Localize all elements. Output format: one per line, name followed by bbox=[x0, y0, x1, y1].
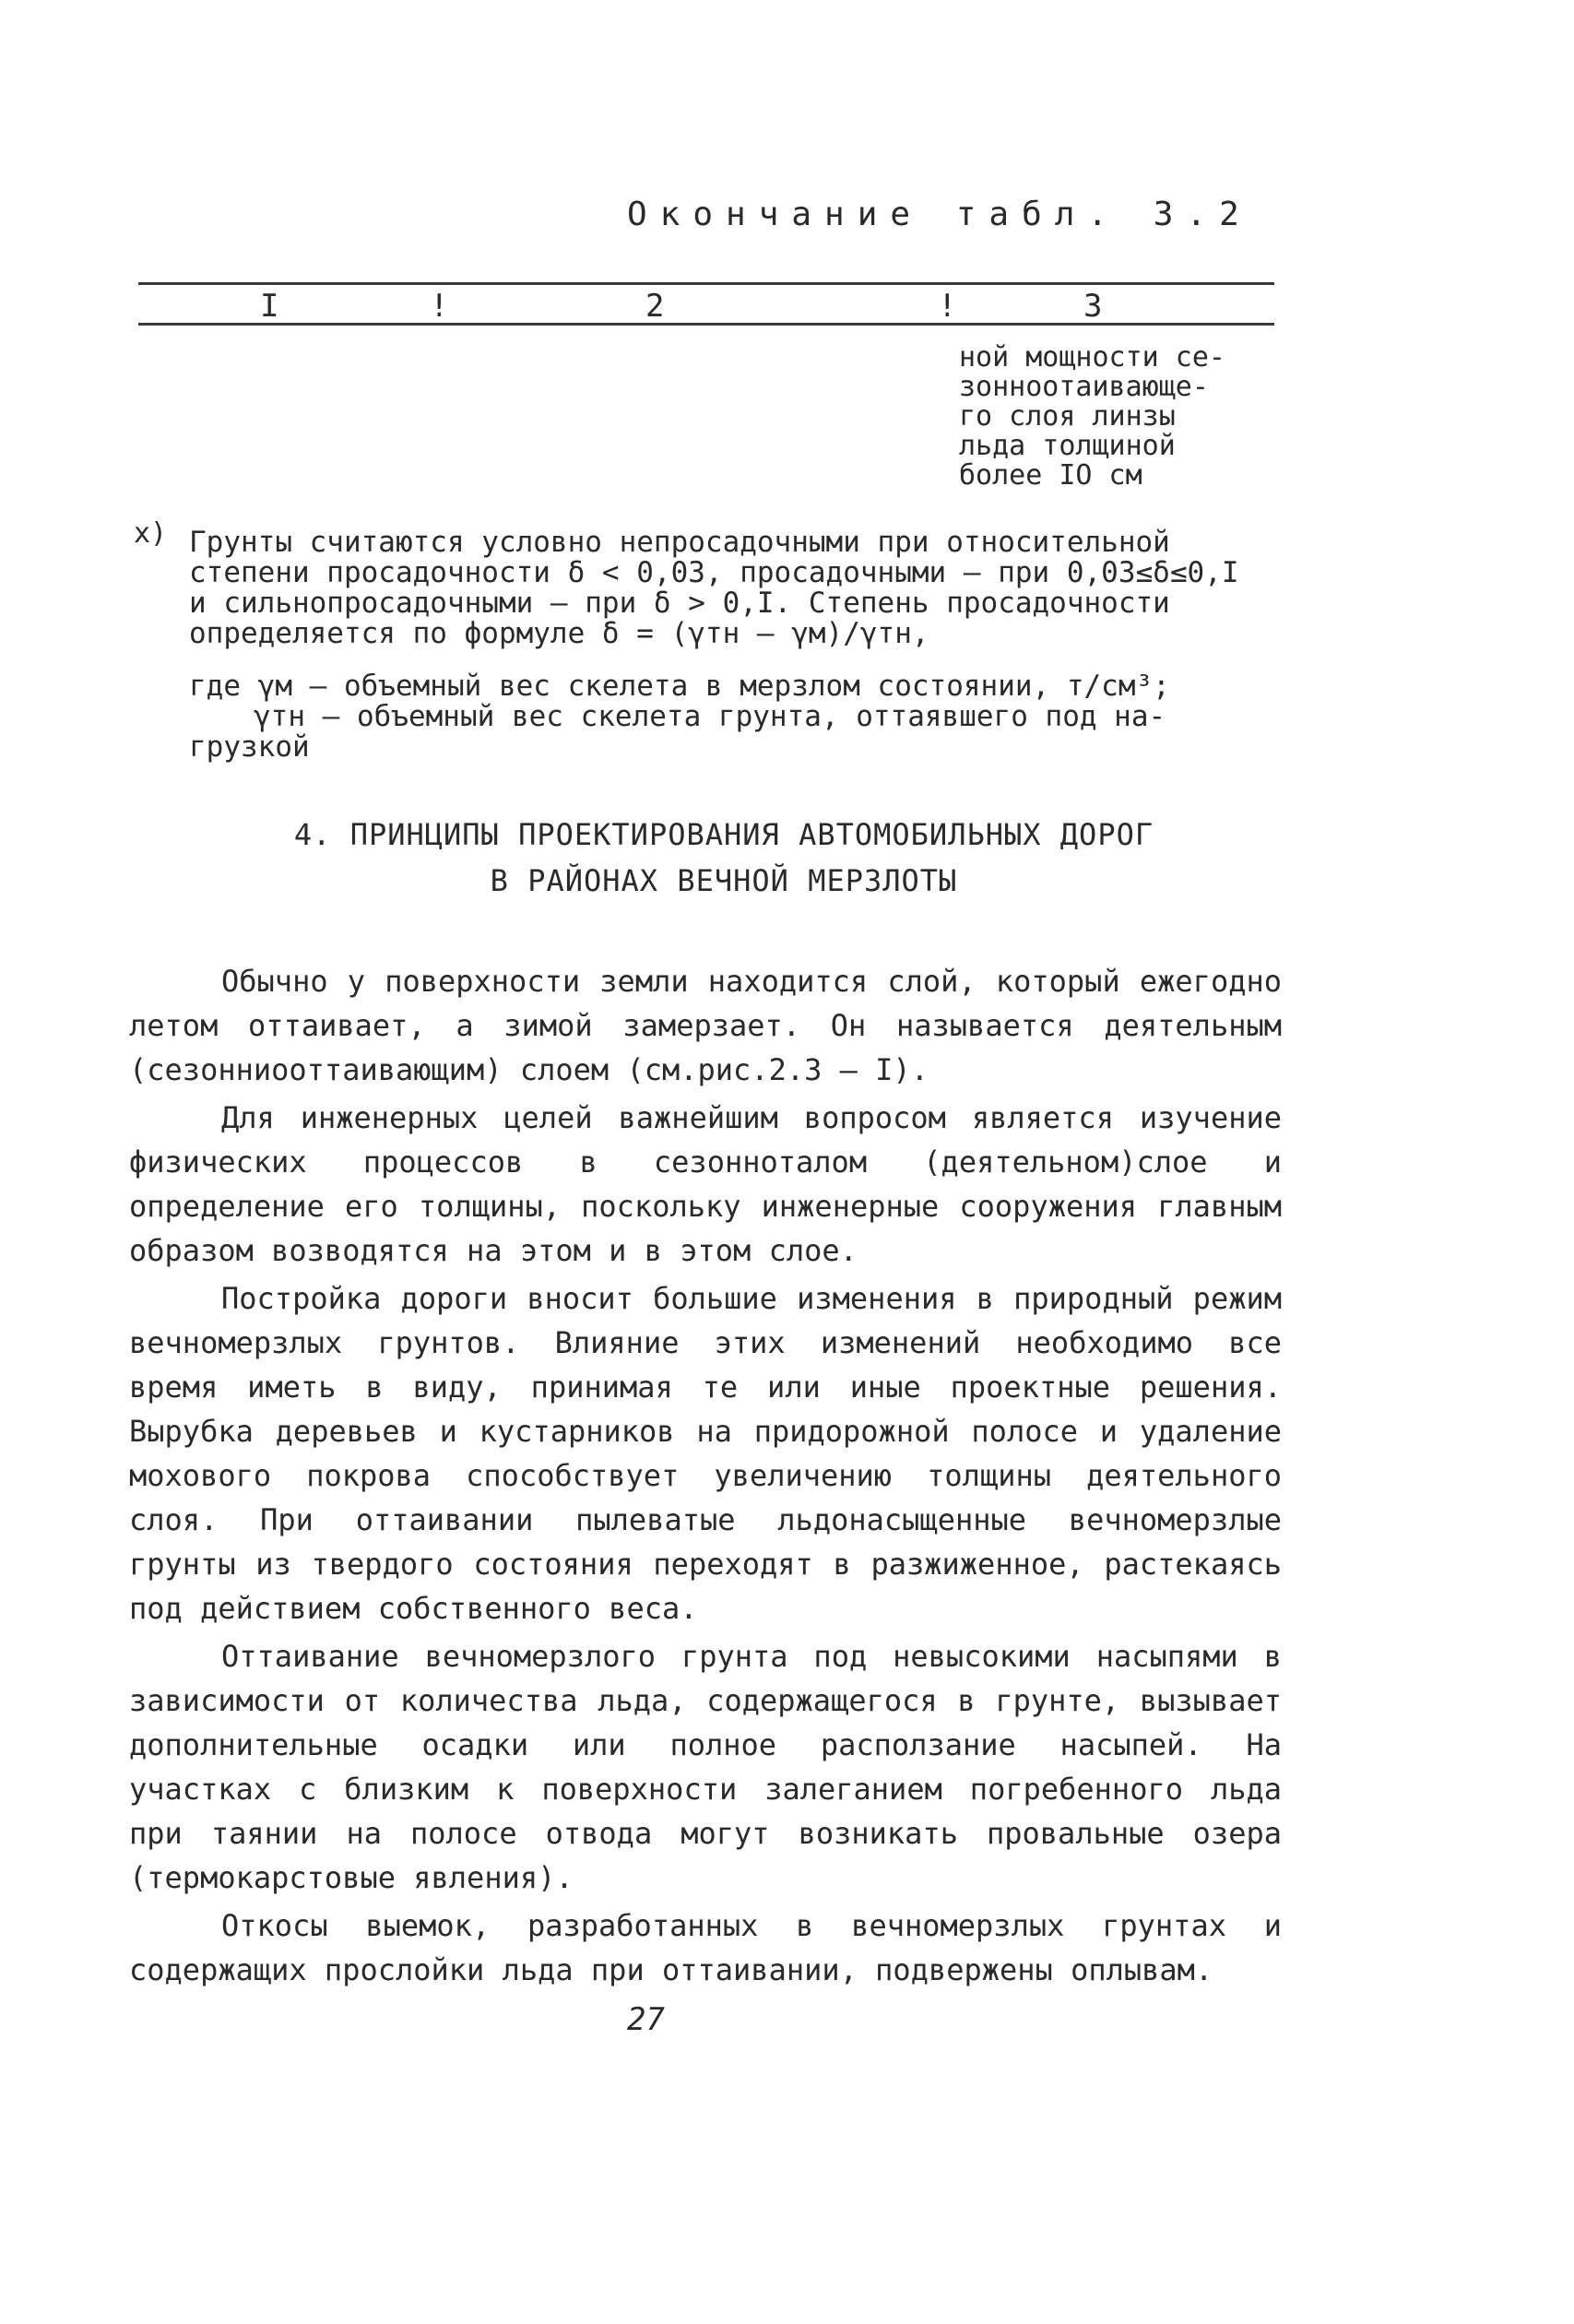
table-top-rule bbox=[138, 282, 1274, 285]
footnote bbox=[134, 517, 1296, 650]
footnote-line: и сильнопросадочными – при δ > 0,I. Степень просадочности bbox=[189, 587, 1170, 620]
table-cell-col3: ной мощности се- зонноотаивающе- го слоя линзы льда толщиной более IO см bbox=[959, 341, 1225, 492]
footnote-line: определяется по формуле δ = (γтн – γм)/γтн, bbox=[189, 617, 929, 650]
footnote-definition: где γм – объемный вес скелета в мерзлом состоянии, т/см³; bbox=[189, 670, 1170, 703]
paragraph: Оттаивание вечномерзлого грунта под невысокими насыпями в зависимости от количества льда, содержащегося в грунте, вызывает дополнительные осадки или полное расползание насыпей. На участках с близким к поверхности залеганием погребенного льда при таянии на полосе отвода могут возникать провальные озера (термокарстовые явления). bbox=[129, 1639, 1282, 1895]
section-heading bbox=[138, 812, 1309, 904]
table-column-separator: ! bbox=[938, 288, 957, 325]
section-heading-line: 4. ПРИНЦИПЫ ПРОЕКТИРОВАНИЯ АВТОМОБИЛЬНЫХ ДОРОГ bbox=[293, 817, 1154, 852]
table-column-2-header: 2 bbox=[645, 288, 665, 325]
footnote-marker: х) bbox=[134, 517, 168, 550]
footnote-definitions bbox=[189, 671, 1296, 763]
table-column-1-header: I bbox=[260, 288, 279, 325]
body-text bbox=[129, 959, 1282, 1992]
paragraph: Для инженерных целей важнейшим вопросом является изучение физических процессов в сезонноталом (деятельном)слое и определение его толщины, поскольку инженерные сооружения главным образом возводятся на этом и в этом слое. bbox=[129, 1100, 1282, 1268]
footnote-line: степени просадочности δ < 0,03, просадочными – при 0,03≤δ≤0,I bbox=[189, 556, 1239, 589]
table-header-rule bbox=[138, 323, 1274, 326]
paragraph: Откосы выемок, разработанных в вечномерзлых грунтах и содержащих прослойки льда при оттаивании, подвержены оплывам. bbox=[129, 1908, 1282, 1987]
table-column-3-header: 3 bbox=[1083, 288, 1103, 325]
page-number: 27 bbox=[627, 2001, 665, 2038]
table-column-separator: ! bbox=[430, 288, 449, 325]
footnote-line: Грунты считаются условно непросадочными при относительной bbox=[189, 526, 1170, 559]
paragraph: Обычно у поверхности земли находится слой, который ежегодно летом оттаивает, а зимой замерзает. Он называется деятельным (сезонниооттаивающим) слоем (см.рис.2.3 – I). bbox=[129, 964, 1282, 1087]
section-heading-line: В РАЙОНАХ ВЕЧНОЙ МЕРЗЛОТЫ bbox=[490, 863, 958, 898]
footnote-definition: γтн – объемный вес скелета грунта, оттаявшего под на- bbox=[254, 700, 1166, 733]
footnote-definition: грузкой bbox=[189, 730, 310, 764]
table-caption: Окончание табл. 3.2 bbox=[627, 196, 1252, 233]
paragraph: Постройка дороги вносит большие изменения в природный режим вечномерзлых грунтов. Влияние этих изменений необходимо все время иметь в виду, принимая те или иные проектные решения. Вырубка деревьев и кустарников на придорожной полосе и удаление мохового покрова способствует увеличению толщины деятельного слоя. При оттаивании пылеватые льдонасыщенные вечномерзлые грунты из твердого состояния переходят в разжиженное, растекаясь под действием собственного веса. bbox=[129, 1281, 1282, 1626]
